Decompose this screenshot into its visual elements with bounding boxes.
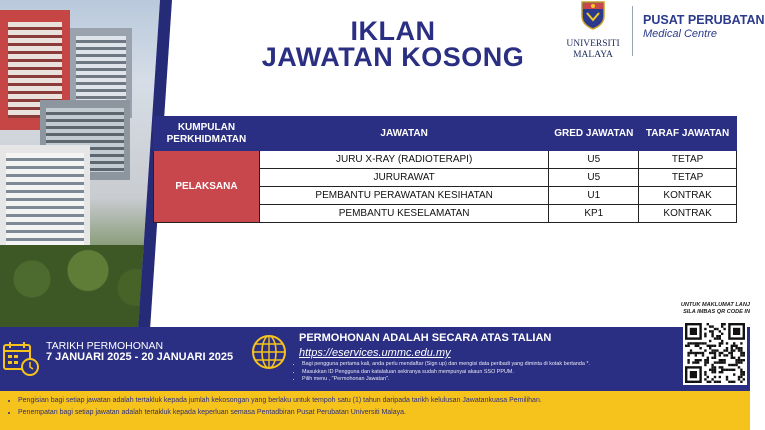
grade-cell: KP1 — [549, 205, 639, 223]
position-cell: JURU X-RAY (RADIOTERAPI) — [259, 151, 549, 169]
qr-prompt — [648, 302, 750, 316]
medical-centre-name: PUSAT PERUBATAN — [643, 13, 765, 27]
grade-cell: U5 — [549, 151, 639, 169]
application-info-bar — [0, 327, 750, 391]
terms-notes — [0, 391, 750, 430]
qr-code-icon — [685, 323, 745, 383]
university-logo — [560, 0, 626, 61]
qr-prompt-line-2: SILA IMBAS QR CODE IN — [683, 309, 750, 315]
vacancy-table — [153, 116, 737, 223]
list-item: • Bagi pengguna pertama kali, anda perlu mendaftar (Sign up) dan mengisi data peribadi yang diminta di kotak bertanda *. — [302, 361, 674, 369]
trees — [0, 245, 160, 330]
application-steps — [290, 361, 674, 384]
globe-icon — [250, 333, 288, 371]
header-service-group-line-2: PERKHIDMATAN — [166, 133, 247, 145]
status-cell: KONTRAK — [639, 187, 737, 205]
title-line-2: JAWATAN KOSONG — [261, 42, 525, 72]
list-item: • Penempatan bagi setiap jawatan adalah tertakluk kepada keperluan semasa Pentadbiran Pusat Perubatan Universiti Malaya. — [18, 407, 750, 419]
status-cell: TETAP — [639, 151, 737, 169]
qr-code[interactable] — [683, 321, 747, 385]
service-group-cell: PELAKSANA — [154, 151, 260, 223]
application-date-label: TARIKH PERMOHONAN — [46, 340, 164, 352]
list-item: • Masukkan ID Pengguna dan katalaluan sekiranya sudah mempunyai akaun SSO PPUM. — [302, 369, 674, 377]
table-header-row — [154, 117, 737, 151]
grade-cell: U1 — [549, 187, 639, 205]
position-cell: JURURAWAT — [259, 169, 549, 187]
title-line-1: IKLAN — [350, 16, 436, 46]
university-name — [560, 39, 626, 61]
university-name-line-2: MALAYA — [573, 50, 613, 60]
header-status: TARAF JAWATAN — [639, 117, 737, 151]
header-service-group — [154, 117, 260, 151]
list-item: • Pengisian bagi setiap jawatan adalah tertakluk kepada jumlah kekosongan yang berlaku untuk tempoh satu (1) tahun daripada tarikh kelulusan Jawatankuasa Pemilihan. — [18, 395, 750, 407]
page-title — [218, 18, 568, 70]
header-position: JAWATAN — [259, 117, 549, 151]
university-name-line-1: UNIVERSITI — [566, 39, 620, 49]
position-cell: PEMBANTU PERAWATAN KESIHATAN — [259, 187, 549, 205]
header-grade: GRED JAWATAN — [549, 117, 639, 151]
calendar-clock-icon — [2, 339, 40, 377]
grade-cell: U5 — [549, 169, 639, 187]
status-cell: KONTRAK — [639, 205, 737, 223]
header-service-group-line-1: KUMPULAN — [177, 121, 236, 133]
hospital-building-photo — [0, 0, 160, 330]
logo-divider — [632, 6, 633, 56]
table-row — [154, 151, 737, 169]
position-cell: PEMBANTU KESELAMATAN — [259, 205, 549, 223]
medical-centre-subtitle: Medical Centre — [643, 28, 717, 40]
application-date-range: 7 JANUARI 2025 - 20 JANUARI 2025 — [46, 351, 234, 363]
eservices-link[interactable]: https://eservices.ummc.edu.my — [299, 347, 451, 359]
status-cell: TETAP — [639, 169, 737, 187]
building-block — [0, 145, 90, 255]
online-application-title: PERMOHONAN ADALAH SECARA ATAS TALIAN — [299, 332, 552, 344]
university-crest-icon — [580, 0, 606, 30]
list-item: • Pilih menu , "Permohonan Jawatan". — [302, 376, 674, 384]
qr-prompt-line-1: UNTUK MAKLUMAT LANJ — [680, 302, 750, 308]
